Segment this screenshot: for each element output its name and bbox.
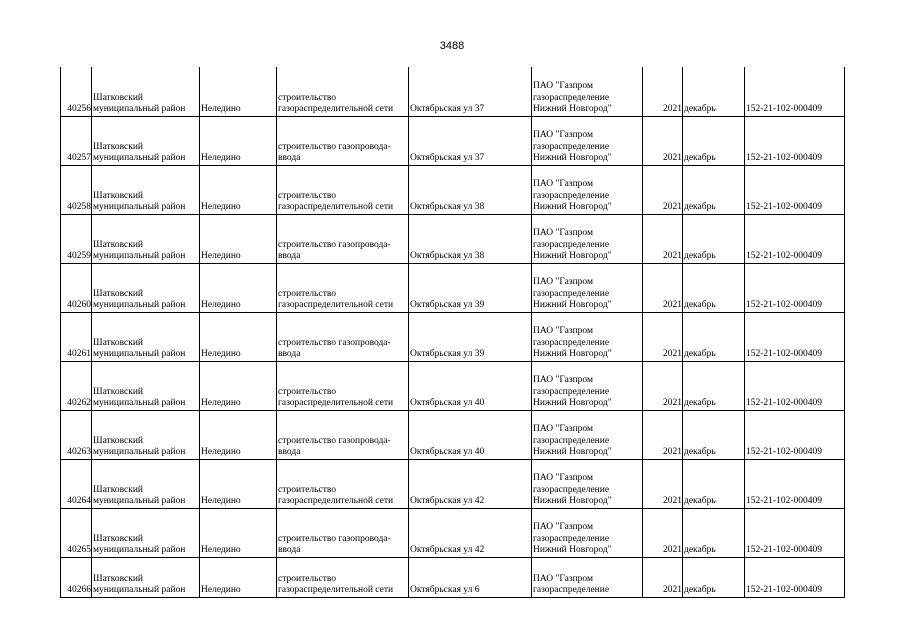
- locality-cell: Неледино: [200, 214, 277, 263]
- locality-cell: Неледино: [200, 165, 277, 214]
- year-cell: 2021: [643, 116, 683, 165]
- organization-cell: ПАО "Газпром газораспределение Нижний Новгород": [532, 263, 643, 312]
- code-cell: 152-21-102-000409: [745, 459, 845, 508]
- row-number: 40265: [61, 508, 92, 557]
- address-cell: Октябрьская ул 40: [409, 410, 532, 459]
- table-row: [61, 165, 845, 214]
- work-type-cell: строительство газопровода-ввода: [277, 214, 409, 263]
- work-type-cell: строительство газораспределительной сети: [277, 263, 409, 312]
- locality-cell: Неледино: [200, 459, 277, 508]
- year-cell: 2021: [643, 557, 683, 597]
- district-cell: Шатковский муниципальный район: [92, 557, 200, 597]
- organization-cell: ПАО "Газпром газораспределение: [532, 557, 643, 597]
- table-row: [61, 263, 845, 312]
- code-cell: 152-21-102-000409: [745, 508, 845, 557]
- work-type-cell: строительство газопровода-ввода: [277, 410, 409, 459]
- row-number: 40256: [61, 67, 92, 116]
- month-cell: декабрь: [683, 67, 745, 116]
- year-cell: 2021: [643, 165, 683, 214]
- work-type-cell: строительство газораспределительной сети: [277, 361, 409, 410]
- district-cell: Шатковский муниципальный район: [92, 459, 200, 508]
- address-cell: Октябрьская ул 38: [409, 165, 532, 214]
- row-number: 40257: [61, 116, 92, 165]
- year-cell: 2021: [643, 214, 683, 263]
- organization-cell: ПАО "Газпром газораспределение Нижний Новгород": [532, 67, 643, 116]
- table-row: [61, 410, 845, 459]
- year-cell: 2021: [643, 263, 683, 312]
- year-cell: 2021: [643, 508, 683, 557]
- address-cell: Октябрьская ул 39: [409, 263, 532, 312]
- district-cell: Шатковский муниципальный район: [92, 361, 200, 410]
- district-cell: Шатковский муниципальный район: [92, 410, 200, 459]
- district-cell: Шатковский муниципальный район: [92, 263, 200, 312]
- code-cell: 152-21-102-000409: [745, 410, 845, 459]
- district-cell: Шатковский муниципальный район: [92, 67, 200, 116]
- address-cell: Октябрьская ул 42: [409, 508, 532, 557]
- organization-cell: ПАО "Газпром газораспределение Нижний Новгород": [532, 165, 643, 214]
- table-row: [61, 557, 845, 597]
- table-row: [61, 508, 845, 557]
- table-row: [61, 67, 845, 116]
- row-number: 40260: [61, 263, 92, 312]
- code-cell: 152-21-102-000409: [745, 361, 845, 410]
- code-cell: 152-21-102-000409: [745, 312, 845, 361]
- code-cell: 152-21-102-000409: [745, 263, 845, 312]
- year-cell: 2021: [643, 410, 683, 459]
- page-number: 3488: [439, 40, 465, 52]
- work-type-cell: строительство газораспределительной сети: [277, 459, 409, 508]
- locality-cell: Неледино: [200, 116, 277, 165]
- month-cell: декабрь: [683, 263, 745, 312]
- year-cell: 2021: [643, 361, 683, 410]
- table-row: [61, 312, 845, 361]
- address-cell: Октябрьская ул 38: [409, 214, 532, 263]
- district-cell: Шатковский муниципальный район: [92, 312, 200, 361]
- month-cell: декабрь: [683, 116, 745, 165]
- work-type-cell: строительство газораспределительной сети: [277, 67, 409, 116]
- month-cell: декабрь: [683, 410, 745, 459]
- locality-cell: Неледино: [200, 410, 277, 459]
- address-cell: Октябрьская ул 6: [409, 557, 532, 597]
- locality-cell: Неледино: [200, 361, 277, 410]
- organization-cell: ПАО "Газпром газораспределение Нижний Новгород": [532, 508, 643, 557]
- district-cell: Шатковский муниципальный район: [92, 214, 200, 263]
- locality-cell: Неледино: [200, 557, 277, 597]
- organization-cell: ПАО "Газпром газораспределение Нижний Новгород": [532, 459, 643, 508]
- row-number: 40259: [61, 214, 92, 263]
- work-type-cell: строительство газопровода-ввода: [277, 508, 409, 557]
- locality-cell: Неледино: [200, 67, 277, 116]
- month-cell: декабрь: [683, 557, 745, 597]
- locality-cell: Неледино: [200, 508, 277, 557]
- row-number: 40261: [61, 312, 92, 361]
- code-cell: 152-21-102-000409: [745, 165, 845, 214]
- work-type-cell: строительство газораспределительной сети: [277, 557, 409, 597]
- organization-cell: ПАО "Газпром газораспределение Нижний Новгород": [532, 214, 643, 263]
- row-number: 40262: [61, 361, 92, 410]
- locality-cell: Неледино: [200, 312, 277, 361]
- code-cell: 152-21-102-000409: [745, 67, 845, 116]
- work-type-cell: строительство газопровода-ввода: [277, 312, 409, 361]
- row-number: 40266: [61, 557, 92, 597]
- district-cell: Шатковский муниципальный район: [92, 508, 200, 557]
- district-cell: Шатковский муниципальный район: [92, 116, 200, 165]
- address-cell: Октябрьская ул 37: [409, 67, 532, 116]
- row-number: 40258: [61, 165, 92, 214]
- month-cell: декабрь: [683, 508, 745, 557]
- organization-cell: ПАО "Газпром газораспределение Нижний Новгород": [532, 410, 643, 459]
- organization-cell: ПАО "Газпром газораспределение Нижний Новгород": [532, 361, 643, 410]
- code-cell: 152-21-102-000409: [745, 214, 845, 263]
- table-row: [61, 361, 845, 410]
- row-number: 40264: [61, 459, 92, 508]
- register-table: [60, 67, 845, 598]
- month-cell: декабрь: [683, 361, 745, 410]
- work-type-cell: строительство газораспределительной сети: [277, 165, 409, 214]
- year-cell: 2021: [643, 67, 683, 116]
- month-cell: декабрь: [683, 165, 745, 214]
- address-cell: Октябрьская ул 39: [409, 312, 532, 361]
- year-cell: 2021: [643, 459, 683, 508]
- month-cell: декабрь: [683, 459, 745, 508]
- address-cell: Октябрьская ул 37: [409, 116, 532, 165]
- table-row: [61, 214, 845, 263]
- address-cell: Октябрьская ул 40: [409, 361, 532, 410]
- district-cell: Шатковский муниципальный район: [92, 165, 200, 214]
- code-cell: 152-21-102-000409: [745, 116, 845, 165]
- work-type-cell: строительство газопровода-ввода: [277, 116, 409, 165]
- table-row: [61, 459, 845, 508]
- address-cell: Октябрьская ул 42: [409, 459, 532, 508]
- row-number: 40263: [61, 410, 92, 459]
- month-cell: декабрь: [683, 214, 745, 263]
- table-row: [61, 116, 845, 165]
- year-cell: 2021: [643, 312, 683, 361]
- organization-cell: ПАО "Газпром газораспределение Нижний Новгород": [532, 312, 643, 361]
- month-cell: декабрь: [683, 312, 745, 361]
- locality-cell: Неледино: [200, 263, 277, 312]
- code-cell: 152-21-102-000409: [745, 557, 845, 597]
- organization-cell: ПАО "Газпром газораспределение Нижний Новгород": [532, 116, 643, 165]
